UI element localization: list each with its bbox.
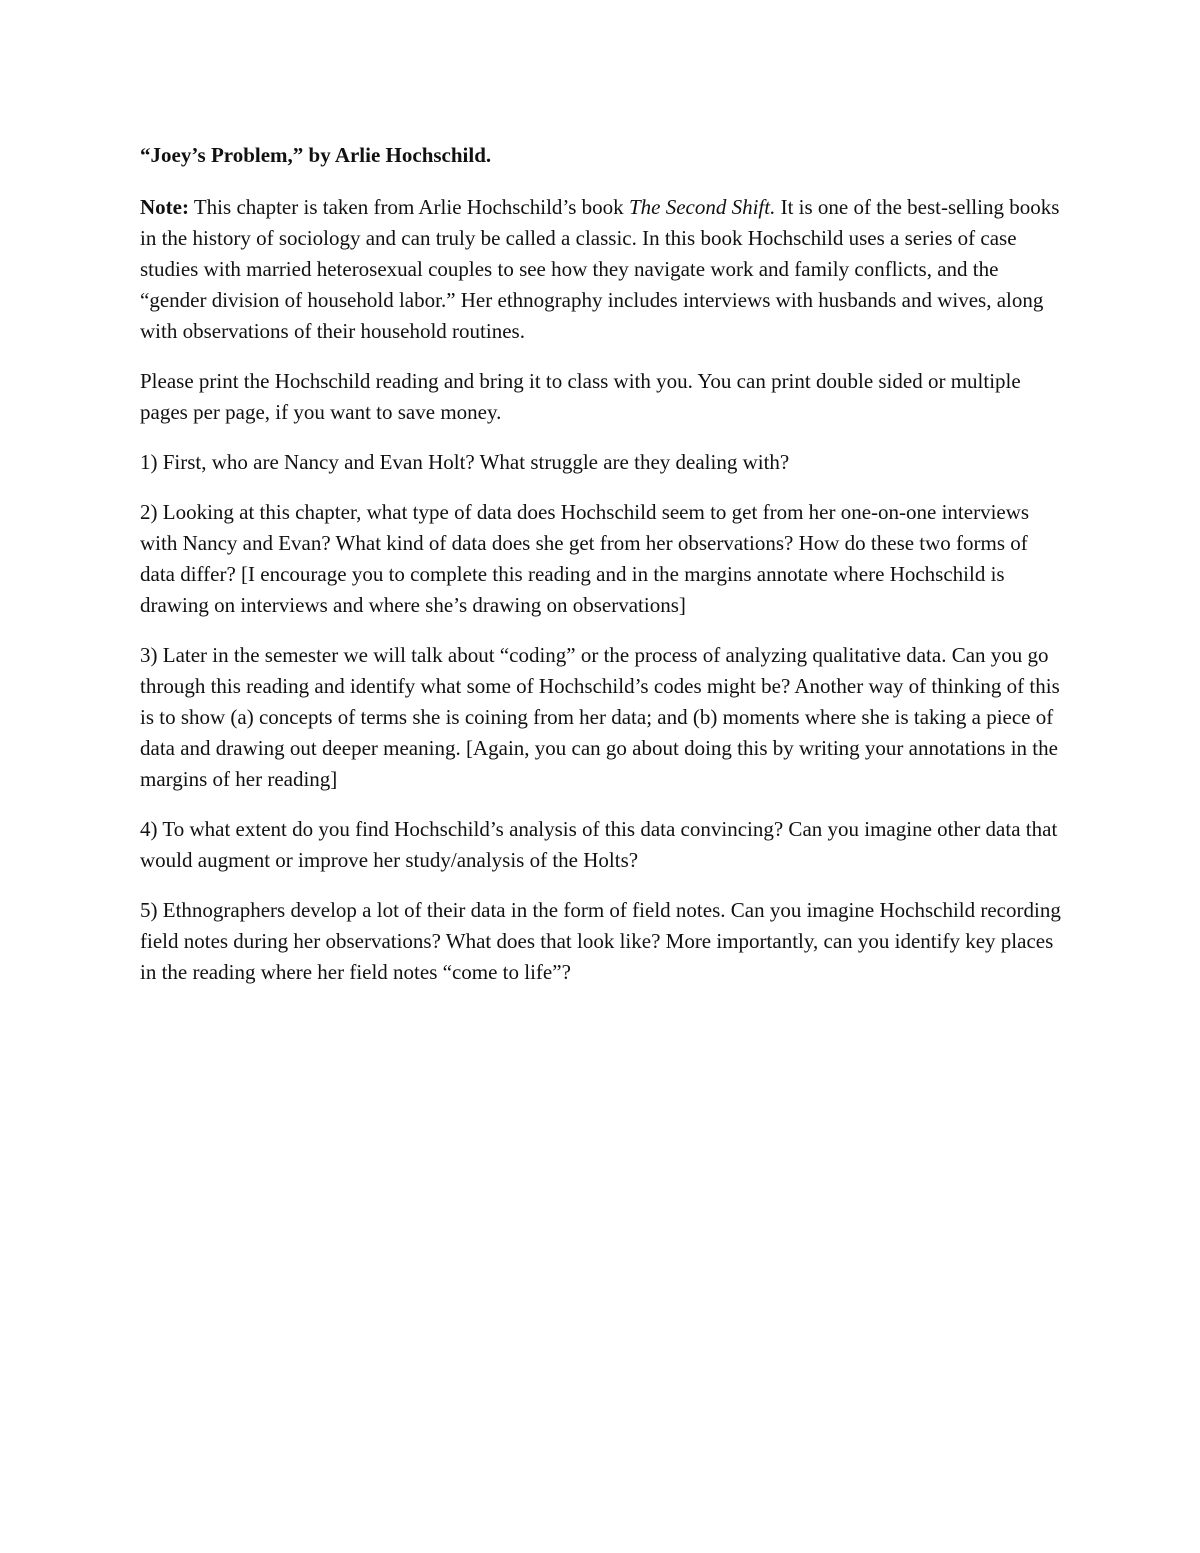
note-paragraph bbox=[140, 192, 1065, 347]
question-2: 2) Looking at this chapter, what type of data does Hochschild seem to get from her one-on-one interviews with Nancy and Evan? What kind of data does she get from her observations? How do these two forms of data differ? [I encourage you to complete this reading and in the margins annotate where Hochschild is drawing on interviews and where she’s drawing on observations] bbox=[140, 500, 1030, 617]
note-label: Note: bbox=[140, 195, 189, 219]
question-5: 5) Ethnographers develop a lot of their data in the form of field notes. Can you imagine Hochschild recording field notes during her observations? What does that look like? More importantly, can you identify key places in the reading where her field notes “come to life”? bbox=[140, 898, 1061, 984]
document-body bbox=[140, 140, 1065, 1007]
note-text-before: This chapter is taken from Arlie Hochschild’s book bbox=[193, 195, 629, 219]
instructions-paragraph: Please print the Hochschild reading and bring it to class with you. You can print double sided or multiple pages per page, if you want to save money. bbox=[140, 369, 1021, 424]
book-title: The Second Shift. bbox=[628, 195, 776, 219]
note-text-after: It is one of the best-selling books in the history of sociology and can truly be called a classic. In this book Hochschild uses a series of case studies with married heterosexual couples to see how they navigate work and family conflicts, and the “gender division of household labor.” Her ethnography includes interviews with husbands and wives, along with observations of their household routines. bbox=[140, 195, 1060, 343]
document-title: “Joey’s Problem,” by Arlie Hochschild. bbox=[140, 143, 492, 167]
question-4: 4) To what extent do you find Hochschild’s analysis of this data convincing? Can you imagine other data that would augment or improve her study/analysis of the Holts? bbox=[140, 817, 1058, 872]
question-3: 3) Later in the semester we will talk about “coding” or the process of analyzing qualitative data. Can you go through this reading and identify what some of Hochschild’s codes might be? Another way of thinking of this is to show (a) concepts of terms she is coining from her data; and (b) moments where she is taking a piece of data and drawing out deeper meaning. [Again, you can go about doing this by writing your annotations in the margins of her reading] bbox=[140, 643, 1060, 791]
question-1: 1) First, who are Nancy and Evan Holt? What struggle are they dealing with? bbox=[140, 450, 790, 474]
